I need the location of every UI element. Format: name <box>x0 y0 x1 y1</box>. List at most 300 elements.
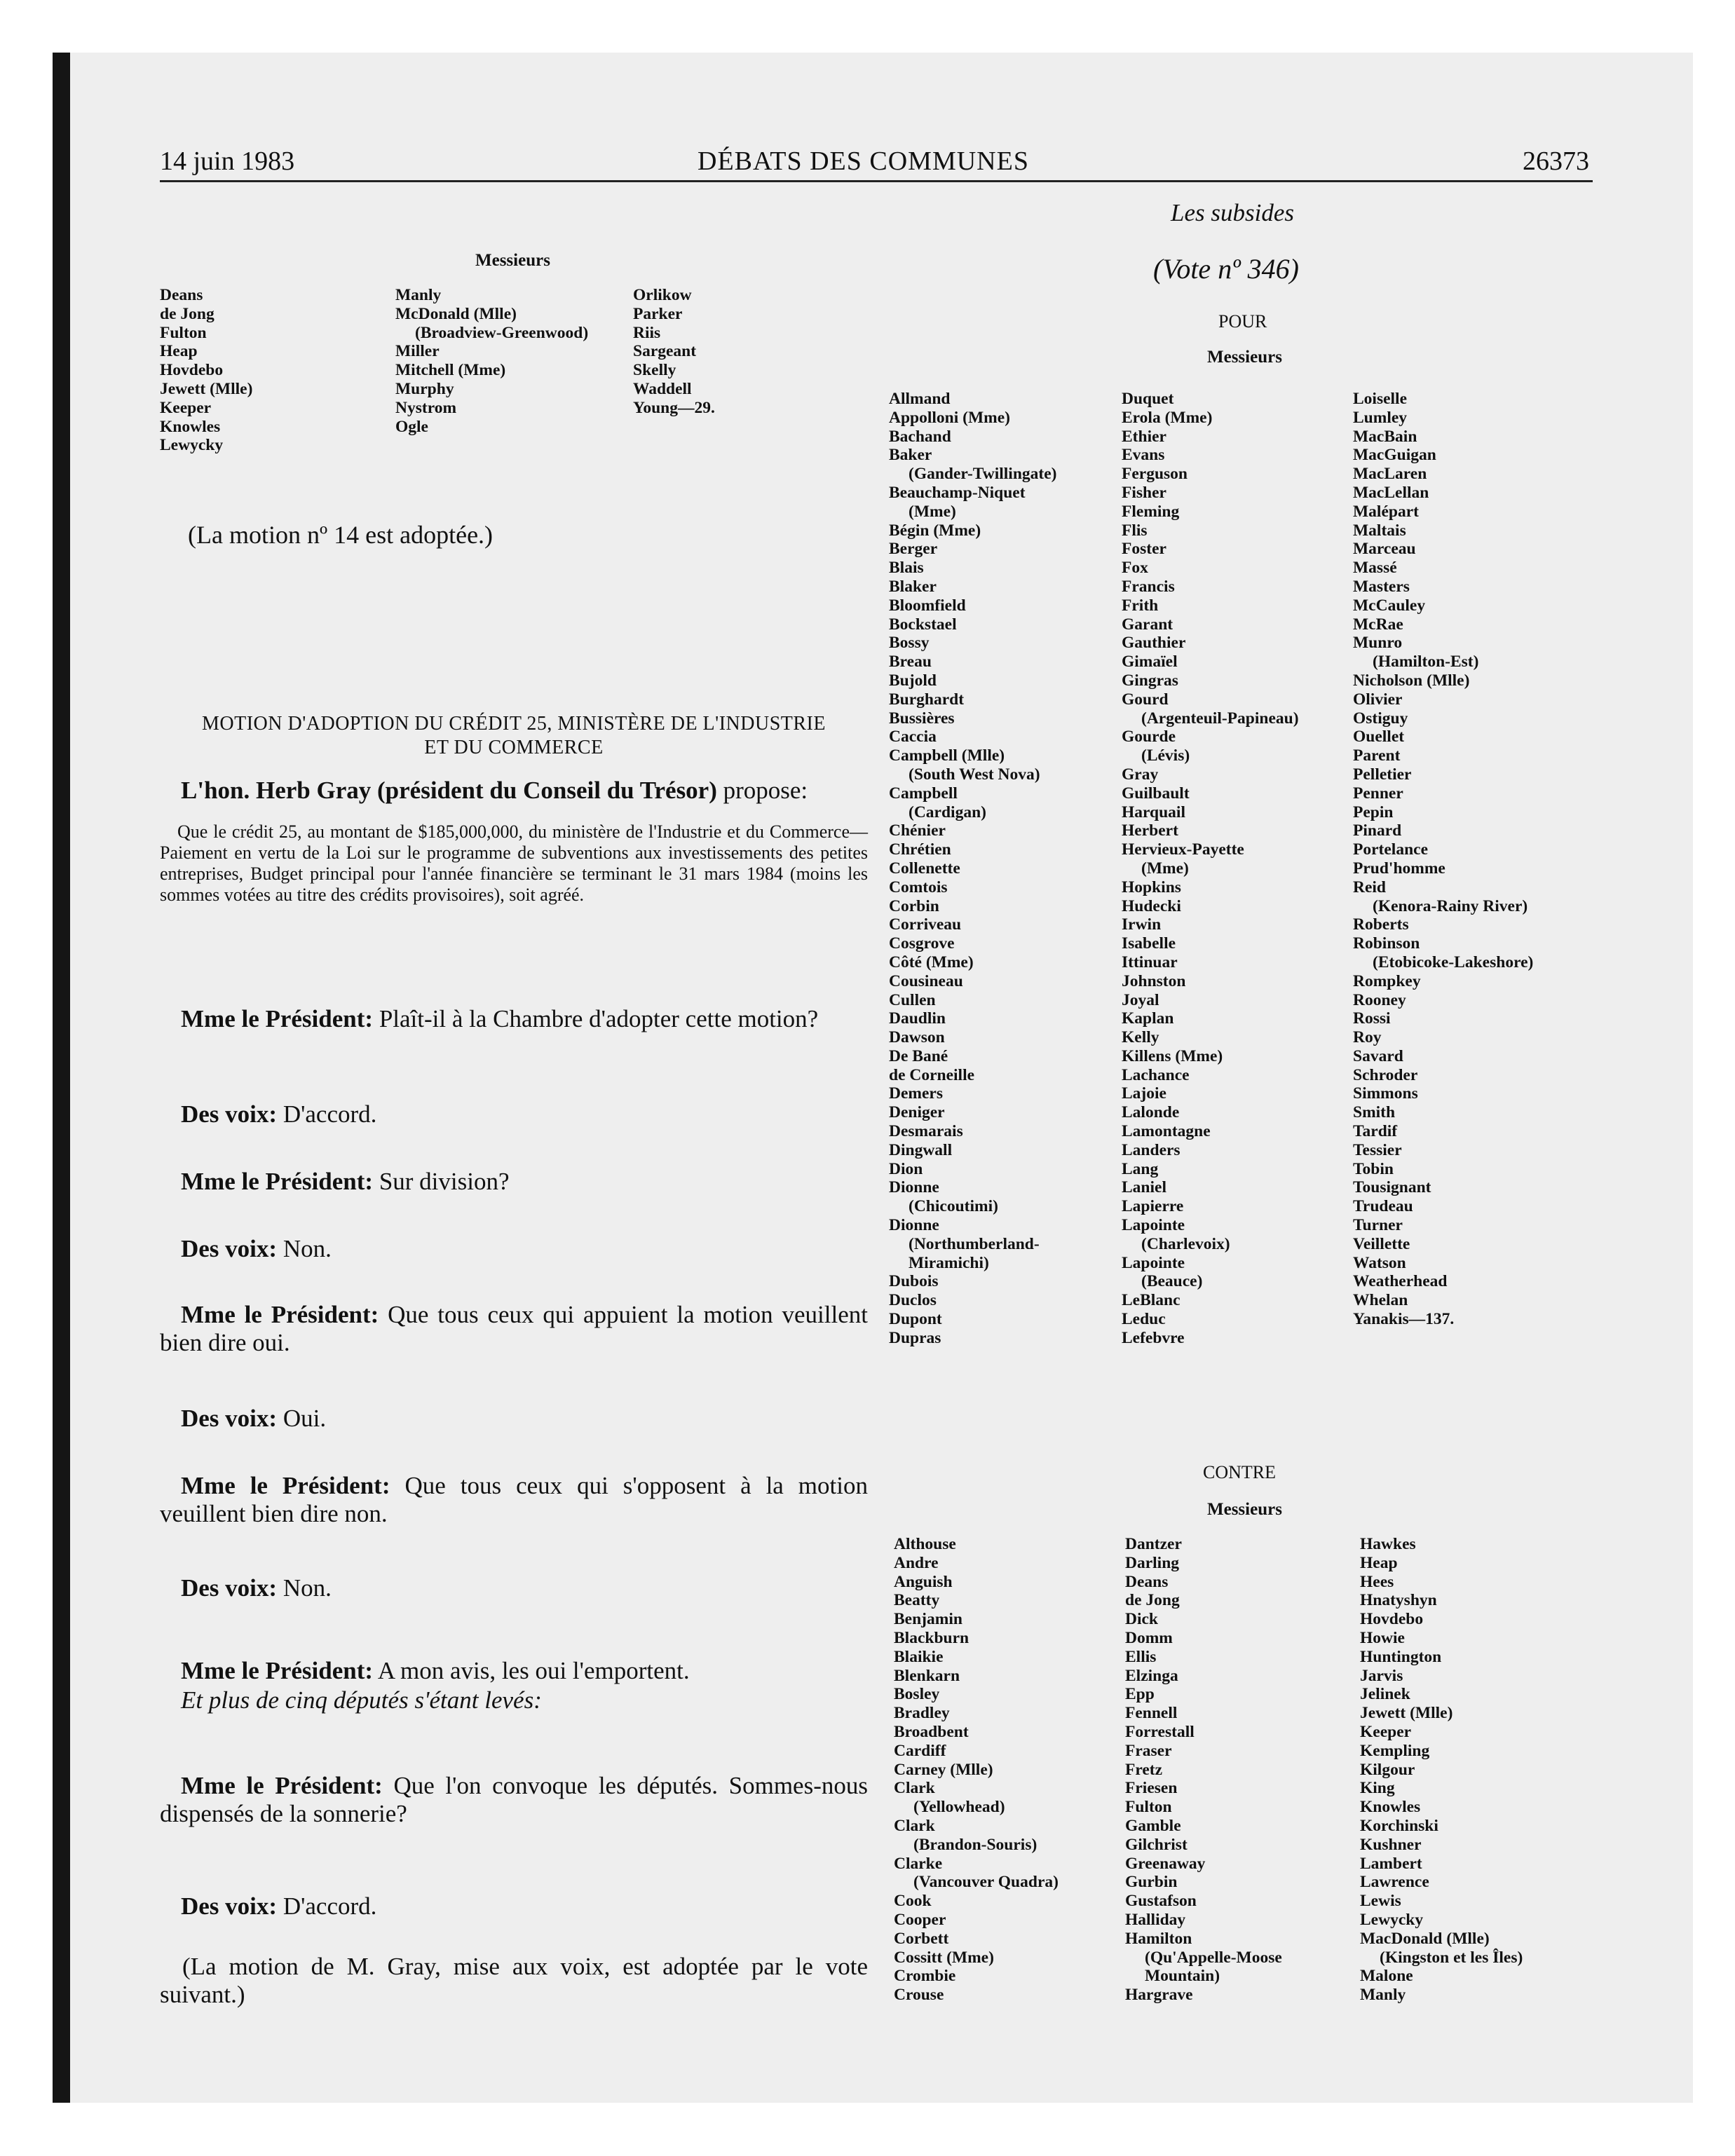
member-name: Caccia <box>889 728 937 746</box>
contre-names-col1 <box>894 1535 1059 2005</box>
member-name: Corriveau <box>889 915 962 934</box>
member-name: Pinard <box>1353 821 1402 840</box>
member-name: Simmons <box>1353 1084 1418 1103</box>
speaker: Mme le Président: <box>181 1472 390 1499</box>
member-name: Chrétien <box>889 840 951 859</box>
member-name: Fretz <box>1125 1760 1163 1779</box>
member-name: (Kingston et les Îles) <box>1380 1948 1523 1967</box>
member-name: Althouse <box>894 1535 956 1553</box>
member-name: Forrestall <box>1125 1722 1195 1741</box>
member-name: Ogle <box>395 417 428 436</box>
member-name: MacBain <box>1353 427 1417 446</box>
member-name: Dingwall <box>889 1140 953 1159</box>
member-name: Lamontagne <box>1122 1122 1211 1141</box>
member-name: Ostiguy <box>1353 709 1408 728</box>
member-name: Crouse <box>894 1986 944 2005</box>
speech: Que tous ceux qui s'opposent à la motion veuillent bien dire non. <box>160 1472 868 1527</box>
member-name: Côté (Mme) <box>889 953 974 971</box>
member-name: de Corneille <box>889 1065 975 1084</box>
pour-names-col3 <box>1353 390 1533 1329</box>
member-name: Blackburn <box>894 1628 969 1647</box>
member-name: Laniel <box>1122 1178 1166 1197</box>
member-name: Cook <box>894 1892 932 1911</box>
member-name: (Mme) <box>1141 859 1189 878</box>
member-name: Munro <box>1353 634 1403 653</box>
member-name: Gauthier <box>1122 634 1186 653</box>
member-name: Kilgour <box>1360 1760 1415 1779</box>
member-name: Korchinski <box>1360 1816 1438 1835</box>
member-name: Turner <box>1353 1216 1403 1235</box>
speech: Non. <box>277 1235 332 1262</box>
member-name: McRae <box>1353 615 1403 634</box>
member-name: Fisher <box>1122 483 1166 502</box>
dialogue-paragraph <box>160 1405 868 1433</box>
left-names-col3 <box>633 286 715 418</box>
member-name: Daudlin <box>889 1009 946 1028</box>
contre-names-col2 <box>1125 1535 1282 2005</box>
speech: Oui. <box>277 1405 327 1432</box>
proposer-name: L'hon. Herb Gray (président du Conseil du Trésor) <box>181 777 717 804</box>
speech: D'accord. <box>277 1100 377 1128</box>
member-name: Elzinga <box>1125 1666 1178 1685</box>
member-name: Duquet <box>1122 390 1174 408</box>
member-name: Halliday <box>1125 1910 1186 1929</box>
member-name: Duclos <box>889 1291 937 1310</box>
member-name: Cullen <box>889 990 936 1009</box>
speaker: Mme le Président: <box>181 1005 374 1032</box>
section-title-line2: ET DU COMMERCE <box>424 737 604 758</box>
member-name: (Brandon-Souris) <box>913 1835 1037 1854</box>
member-name: Guilbault <box>1122 784 1190 803</box>
member-name: Carney (Mlle) <box>894 1760 993 1779</box>
member-name: Maltais <box>1353 521 1406 540</box>
member-name: Manly <box>395 286 442 304</box>
member-name: Dawson <box>889 1028 945 1047</box>
speech: Que tous ceux qui appuient la motion veuillent bien dire oui. <box>160 1301 868 1356</box>
member-name: Miramichi) <box>909 1253 989 1272</box>
member-name: Marceau <box>1353 540 1416 559</box>
member-name: Parent <box>1353 746 1401 765</box>
member-name: Pelletier <box>1353 765 1412 784</box>
member-name: Herbert <box>1122 821 1178 840</box>
member-name: MacGuigan <box>1353 446 1436 465</box>
proposer-verb: propose: <box>716 777 808 804</box>
left-messieurs-label: Messieurs <box>475 251 550 270</box>
member-name: Bussières <box>889 709 955 728</box>
member-name: Schroder <box>1353 1065 1418 1084</box>
member-name: Lachance <box>1122 1065 1190 1084</box>
member-name: Collenette <box>889 859 960 878</box>
member-name: (Etobicoke-Lakeshore) <box>1373 953 1534 971</box>
member-name: Gurbin <box>1125 1873 1178 1892</box>
member-name: Epp <box>1125 1685 1155 1704</box>
contre-label: CONTRE <box>1203 1462 1276 1482</box>
member-name: Keeper <box>160 398 212 417</box>
member-name: Gamble <box>1125 1816 1181 1835</box>
member-name: Lalonde <box>1122 1103 1180 1122</box>
member-name: Crombie <box>894 1967 956 1986</box>
member-name: Johnston <box>1122 971 1186 990</box>
member-name: (Lévis) <box>1141 746 1190 765</box>
member-name: Broadbent <box>894 1722 969 1741</box>
member-name: Lajoie <box>1122 1084 1166 1103</box>
member-name: Friesen <box>1125 1779 1178 1798</box>
member-name: Knowles <box>160 417 221 436</box>
member-name: Jelinek <box>1360 1685 1410 1704</box>
member-name: Malone <box>1360 1967 1413 1986</box>
member-name: Isabelle <box>1122 934 1176 953</box>
member-name: Tobin <box>1353 1159 1394 1178</box>
member-name: (Northumberland- <box>909 1234 1040 1253</box>
member-name: Bégin (Mme) <box>889 521 981 540</box>
member-name: Rompkey <box>1353 971 1421 990</box>
member-name: (Kenora-Rainy River) <box>1373 896 1528 915</box>
member-name: Whelan <box>1353 1291 1408 1310</box>
member-name: Blenkarn <box>894 1666 960 1685</box>
italic-note: Et plus de cinq députés s'étant levés: <box>181 1686 542 1714</box>
member-name: Kushner <box>1360 1835 1422 1854</box>
member-name: Hovdebo <box>1360 1610 1424 1629</box>
member-name: Blaker <box>889 577 937 596</box>
member-name: (Beauce) <box>1141 1272 1203 1291</box>
speaker: Des voix: <box>181 1405 278 1432</box>
member-name: Lang <box>1122 1159 1159 1178</box>
member-name: Allmand <box>889 390 951 408</box>
member-name: Comtois <box>889 878 948 896</box>
member-name: Yanakis—137. <box>1353 1310 1455 1329</box>
member-name: Harquail <box>1122 803 1185 821</box>
speaker: Des voix: <box>181 1892 278 1920</box>
member-name: Lewycky <box>1360 1910 1424 1929</box>
member-name: Blaikie <box>894 1647 944 1666</box>
member-name: Foster <box>1122 540 1166 559</box>
motion-text: Que le crédit 25, au montant de $185,000,000, du ministère de l'Industrie et du Commerce—Paiement en vertu de la Loi sur le programme de subventions aux investissements des petites entreprises, Budget principal pour l'année financière se terminant le 31 mars 1984 (moins les sommes votées au titre des crédits provisoires), soit agréé. <box>160 821 868 905</box>
header-title: DÉBATS DES COMMUNES <box>698 146 1029 176</box>
member-name: Berger <box>889 540 938 559</box>
member-name: (Hamilton-Est) <box>1373 653 1479 671</box>
member-name: Bloomfield <box>889 596 966 615</box>
member-name: Lapierre <box>1122 1197 1184 1216</box>
section-title-line1: MOTION D'ADOPTION DU CRÉDIT 25, MINISTÈRE DE L'INDUSTRIE <box>202 713 826 735</box>
speaker: Des voix: <box>181 1235 278 1262</box>
member-name: Anguish <box>894 1572 953 1591</box>
member-name: Hawkes <box>1360 1535 1416 1553</box>
member-name: Hudecki <box>1122 896 1181 915</box>
dialogue-paragraph <box>160 1892 868 1920</box>
member-name: Heap <box>160 342 198 361</box>
member-name: Fennell <box>1125 1704 1178 1723</box>
member-name: (South West Nova) <box>909 765 1040 784</box>
member-name: Bosley <box>894 1685 940 1704</box>
member-name: Corbett <box>894 1929 949 1948</box>
member-name: Smith <box>1353 1103 1396 1122</box>
member-name: Orlikow <box>633 286 692 304</box>
dialogue-paragraph <box>160 1100 868 1128</box>
member-name: Jarvis <box>1360 1666 1403 1685</box>
member-name: Hamilton <box>1125 1929 1192 1948</box>
member-name: Howie <box>1360 1628 1405 1647</box>
member-name: Masters <box>1353 577 1410 596</box>
member-name: Penner <box>1353 784 1403 803</box>
member-name: Fleming <box>1122 502 1180 521</box>
member-name: McDonald (Mlle) <box>395 304 517 323</box>
speaker: Des voix: <box>181 1100 278 1128</box>
member-name: Nicholson (Mlle) <box>1353 671 1470 690</box>
member-name: Manly <box>1360 1986 1406 2005</box>
member-name: Clarke <box>894 1854 943 1873</box>
member-name: Young—29. <box>633 398 715 417</box>
member-name: Gourd <box>1122 690 1169 709</box>
member-name: Robinson <box>1353 934 1420 953</box>
member-name: (Gander-Twillingate) <box>909 465 1057 484</box>
member-name: Dionne <box>889 1178 939 1197</box>
speech: Plaît-il à la Chambre d'adopter cette motion? <box>373 1005 819 1032</box>
member-name: Deans <box>160 286 203 304</box>
member-name: Tessier <box>1353 1140 1402 1159</box>
member-name: Greenaway <box>1125 1854 1206 1873</box>
vote-number: (Vote nº 346) <box>1153 253 1299 285</box>
member-name: Corbin <box>889 896 939 915</box>
member-name: Breau <box>889 653 932 671</box>
member-name: Roy <box>1353 1028 1382 1047</box>
dialogue-paragraph <box>160 1235 868 1263</box>
speaker: Des voix: <box>181 1574 278 1602</box>
member-name: Veillette <box>1353 1234 1410 1253</box>
dialogue-paragraph <box>160 1168 868 1196</box>
member-name: Leduc <box>1122 1310 1166 1329</box>
member-name: Joyal <box>1122 990 1159 1009</box>
dialogue-paragraph <box>160 1005 868 1033</box>
member-name: Andre <box>894 1553 939 1572</box>
member-name: (Broadview-Greenwood) <box>415 323 589 342</box>
member-name: LeBlanc <box>1122 1291 1181 1310</box>
member-name: Miller <box>395 342 440 361</box>
member-name: Mitchell (Mme) <box>395 361 506 380</box>
member-name: Roberts <box>1353 915 1409 934</box>
contre-messieurs-label: Messieurs <box>1207 1500 1282 1519</box>
member-name: Bachand <box>889 427 951 446</box>
member-name: Ellis <box>1125 1647 1157 1666</box>
member-name: Kaplan <box>1122 1009 1174 1028</box>
contre-names-col3 <box>1360 1535 1523 2005</box>
pour-names-col2 <box>1122 390 1299 1348</box>
motion-14-adopted: (La motion nº 14 est adoptée.) <box>188 521 494 549</box>
member-name: de Jong <box>1125 1591 1180 1610</box>
member-name: Tardif <box>1353 1122 1398 1141</box>
proposer-line <box>181 777 808 805</box>
member-name: Clark <box>894 1779 935 1798</box>
member-name: Dion <box>889 1159 923 1178</box>
member-name: Jewett (Mlle) <box>160 379 253 398</box>
member-name: Ethier <box>1122 427 1166 446</box>
member-name: McCauley <box>1353 596 1426 615</box>
member-name: Dubois <box>889 1272 939 1291</box>
member-name: Lambert <box>1360 1854 1422 1873</box>
left-names-col1 <box>160 286 252 455</box>
member-name: Bossy <box>889 634 930 653</box>
member-name: Gustafson <box>1125 1892 1197 1911</box>
member-name: Hervieux-Payette <box>1122 840 1244 859</box>
pour-label: POUR <box>1218 311 1267 332</box>
member-name: Gimaïel <box>1122 653 1178 671</box>
member-name: (Yellowhead) <box>913 1798 1005 1817</box>
member-name: De Bané <box>889 1046 948 1065</box>
member-name: MacLaren <box>1353 465 1427 484</box>
speaker: Mme le Président: <box>181 1301 379 1328</box>
member-name: Prud'homme <box>1353 859 1445 878</box>
member-name: Francis <box>1122 577 1175 596</box>
member-name: Lefebvre <box>1122 1328 1185 1347</box>
member-name: Huntington <box>1360 1647 1442 1666</box>
member-name: Fulton <box>1125 1798 1172 1817</box>
member-name: Murphy <box>395 379 454 398</box>
member-name: Lapointe <box>1122 1216 1185 1235</box>
member-name: Appolloni (Mme) <box>889 408 1010 427</box>
member-name: Deniger <box>889 1103 945 1122</box>
left-names-col2 <box>395 286 588 436</box>
member-name: Burghardt <box>889 690 965 709</box>
member-name: Campbell <box>889 784 958 803</box>
member-name: Skelly <box>633 361 676 380</box>
member-name: Hnatyshyn <box>1360 1591 1437 1610</box>
member-name: Jewett (Mlle) <box>1360 1704 1453 1723</box>
member-name: Baker <box>889 446 932 465</box>
member-name: Knowles <box>1360 1798 1421 1817</box>
member-name: Trudeau <box>1353 1197 1413 1216</box>
header-rule <box>160 180 1593 182</box>
member-name: Ferguson <box>1122 465 1188 484</box>
member-name: Cosgrove <box>889 934 955 953</box>
member-name: Cossitt (Mme) <box>894 1948 994 1967</box>
member-name: Rossi <box>1353 1009 1391 1028</box>
subsides-title: Les subsides <box>1171 199 1294 226</box>
member-name: Gourde <box>1122 728 1176 746</box>
member-name: Bradley <box>894 1704 950 1723</box>
member-name: (Chicoutimi) <box>909 1197 998 1216</box>
member-name: Demers <box>889 1084 943 1103</box>
member-name: Gingras <box>1122 671 1178 690</box>
member-name: Ittinuar <box>1122 953 1178 971</box>
member-name: Loiselle <box>1353 390 1408 408</box>
member-name: Bujold <box>889 671 937 690</box>
member-name: Domm <box>1125 1628 1173 1647</box>
member-name: Massé <box>1353 559 1397 578</box>
member-name: Clark <box>894 1816 935 1835</box>
speech: Que l'on convoque les députés. Sommes-nous dispensés de la sonnerie? <box>160 1772 868 1827</box>
member-name: Bockstael <box>889 615 957 634</box>
member-name: Dupont <box>889 1310 942 1329</box>
speech: Non. <box>277 1574 332 1602</box>
member-name: Fox <box>1122 559 1148 578</box>
pour-names-col1 <box>889 390 1056 1348</box>
member-name: Cooper <box>894 1910 946 1929</box>
member-name: Malépart <box>1353 502 1419 521</box>
section-title <box>160 712 868 760</box>
member-name: Desmarais <box>889 1122 963 1141</box>
speech: Sur division? <box>373 1168 510 1195</box>
header-page-number: 26373 <box>1523 146 1589 176</box>
member-name: Lumley <box>1353 408 1408 427</box>
member-name: Garant <box>1122 615 1173 634</box>
member-name: Mountain) <box>1145 1967 1220 1986</box>
dialogue-paragraph <box>160 1772 868 1828</box>
scan-edge-shadow <box>53 53 70 2103</box>
member-name: MacLellan <box>1353 483 1429 502</box>
member-name: Fulton <box>160 323 207 342</box>
member-name: Campbell (Mlle) <box>889 746 1005 765</box>
member-name: Lewis <box>1360 1892 1401 1911</box>
member-name: Lapointe <box>1122 1253 1185 1272</box>
member-name: Dick <box>1125 1610 1158 1629</box>
member-name: Heap <box>1360 1553 1398 1572</box>
member-name: Keeper <box>1360 1722 1412 1741</box>
speaker: Mme le Président: <box>181 1657 374 1684</box>
member-name: de Jong <box>160 304 215 323</box>
member-name: King <box>1360 1779 1395 1798</box>
member-name: (Charlevoix) <box>1141 1234 1230 1253</box>
dialogue-paragraph <box>160 1574 868 1602</box>
member-name: Watson <box>1353 1253 1406 1272</box>
member-name: Dantzer <box>1125 1535 1182 1553</box>
member-name: Hargrave <box>1125 1986 1193 2005</box>
final-motion-result: (La motion de M. Gray, mise aux voix, est adoptée par le vote suivant.) <box>160 1953 868 2008</box>
member-name: Beauchamp-Niquet <box>889 483 1026 502</box>
member-name: Irwin <box>1122 915 1162 934</box>
member-name: Lawrence <box>1360 1873 1429 1892</box>
member-name: Chénier <box>889 821 946 840</box>
member-name: Beatty <box>894 1591 940 1610</box>
member-name: MacDonald (Mlle) <box>1360 1929 1490 1948</box>
member-name: Lewycky <box>160 436 224 455</box>
member-name: Nystrom <box>395 398 457 417</box>
member-name: Cardiff <box>894 1741 946 1760</box>
member-name: Savard <box>1353 1046 1403 1065</box>
member-name: Cousineau <box>889 971 963 990</box>
member-name: Tousignant <box>1353 1178 1431 1197</box>
member-name: Rooney <box>1353 990 1406 1009</box>
member-name: Deans <box>1125 1572 1169 1591</box>
member-name: Riis <box>633 323 661 342</box>
member-name: Landers <box>1122 1140 1181 1159</box>
dialogue-paragraph <box>160 1301 868 1357</box>
speaker: Mme le Président: <box>181 1168 374 1195</box>
member-name: (Mme) <box>909 502 956 521</box>
member-name: Dionne <box>889 1216 939 1235</box>
member-name: Parker <box>633 304 683 323</box>
member-name: Blais <box>889 559 924 578</box>
speech: D'accord. <box>277 1892 377 1920</box>
member-name: Portelance <box>1353 840 1429 859</box>
pour-messieurs-label: Messieurs <box>1207 348 1282 367</box>
header-date: 14 juin 1983 <box>160 146 295 176</box>
member-name: Kempling <box>1360 1741 1430 1760</box>
member-name: Erola (Mme) <box>1122 408 1213 427</box>
member-name: Dupras <box>889 1328 941 1347</box>
member-name: Killens (Mme) <box>1122 1046 1223 1065</box>
member-name: (Vancouver Quadra) <box>913 1873 1059 1892</box>
member-name: Darling <box>1125 1553 1180 1572</box>
member-name: (Cardigan) <box>909 803 986 821</box>
member-name: Frith <box>1122 596 1159 615</box>
member-name: Benjamin <box>894 1610 962 1629</box>
member-name: Kelly <box>1122 1028 1159 1047</box>
member-name: Gilchrist <box>1125 1835 1188 1854</box>
member-name: Hopkins <box>1122 878 1181 896</box>
member-name: Hees <box>1360 1572 1394 1591</box>
speaker: Mme le Président: <box>181 1772 383 1799</box>
dialogue-paragraph <box>160 1657 868 1685</box>
member-name: Olivier <box>1353 690 1403 709</box>
